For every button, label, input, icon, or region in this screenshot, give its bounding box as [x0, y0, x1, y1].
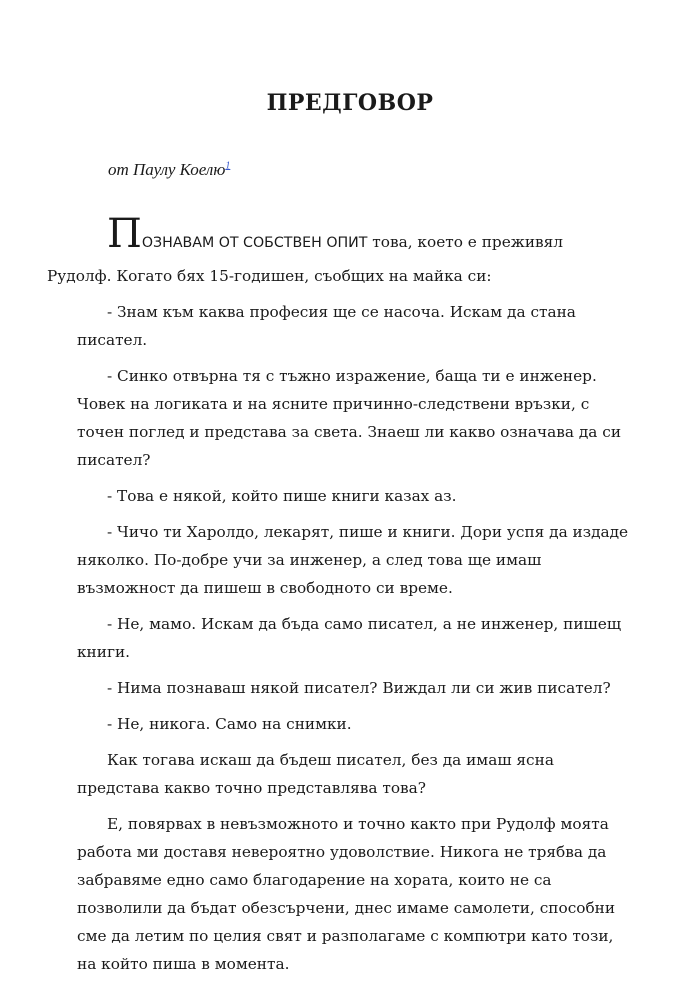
author-byline: [108, 160, 230, 180]
paragraph: - Знам към каква професия ще се насоча. Искам да стана писател.: [77, 303, 576, 349]
paragraph: - Синко отвърна тя с тъжно изражение, баща ти е инженер. Човек на логиката и на ясните причинно-следствени връзки, с точен поглед и представа за света. Знаеш ли какво означава да си писател?: [77, 367, 622, 469]
paragraph: - Не, мамо. Искам да бъда само писател, а не инженер, пишещ книги.: [77, 615, 622, 661]
paragraph: - Нима познаваш някой писател? Виждал ли си жив писател?: [107, 679, 611, 697]
paragraph: - Не, никога. Само на снимки.: [107, 715, 352, 733]
opening-caps: ОЗНАВАМ ОТ СОБСТВЕН ОПИТ: [141, 235, 368, 251]
paragraph: - Това е някой, който пише книги казах аз.: [107, 487, 457, 505]
page-title: ПРЕДГОВОР: [266, 90, 434, 116]
paragraph: Е, повярвах в невъзможното и точно както при Рудолф моята работа ми доставя невероятно удоволствие. Никога не трябва да забравяме едно само благодарение на хората, които не са позволили да бъдат обезсърчени, днес имаме самолети, способни сме да летим по целия свят и разполагаме с компютри като този, на който пиша в момента.: [77, 815, 616, 973]
author-name: от Паулу Коелю: [108, 160, 226, 179]
paragraph: - Чичо ти Харолдо, лекарят, пише и книги. Дори успя да издаде няколко. По-добре учи за инженер, а след това ще имаш възможност да пишеш в свободното си време.: [77, 523, 629, 597]
drop-cap: П: [107, 211, 142, 257]
body-text: [47, 211, 637, 986]
opening-rest: това, което е преживял: [367, 233, 563, 251]
opening-line: [77, 211, 637, 262]
paragraph: Как тогава искаш да бъдеш писател, без да имаш ясна представа какво точно представлява това?: [77, 751, 554, 797]
opening-line2: Рудолф. Когато бях 15-годишен, съобщих на майка си:: [47, 267, 492, 285]
opening-paragraph: [47, 211, 637, 290]
footnote-link[interactable]: 1: [225, 160, 231, 172]
